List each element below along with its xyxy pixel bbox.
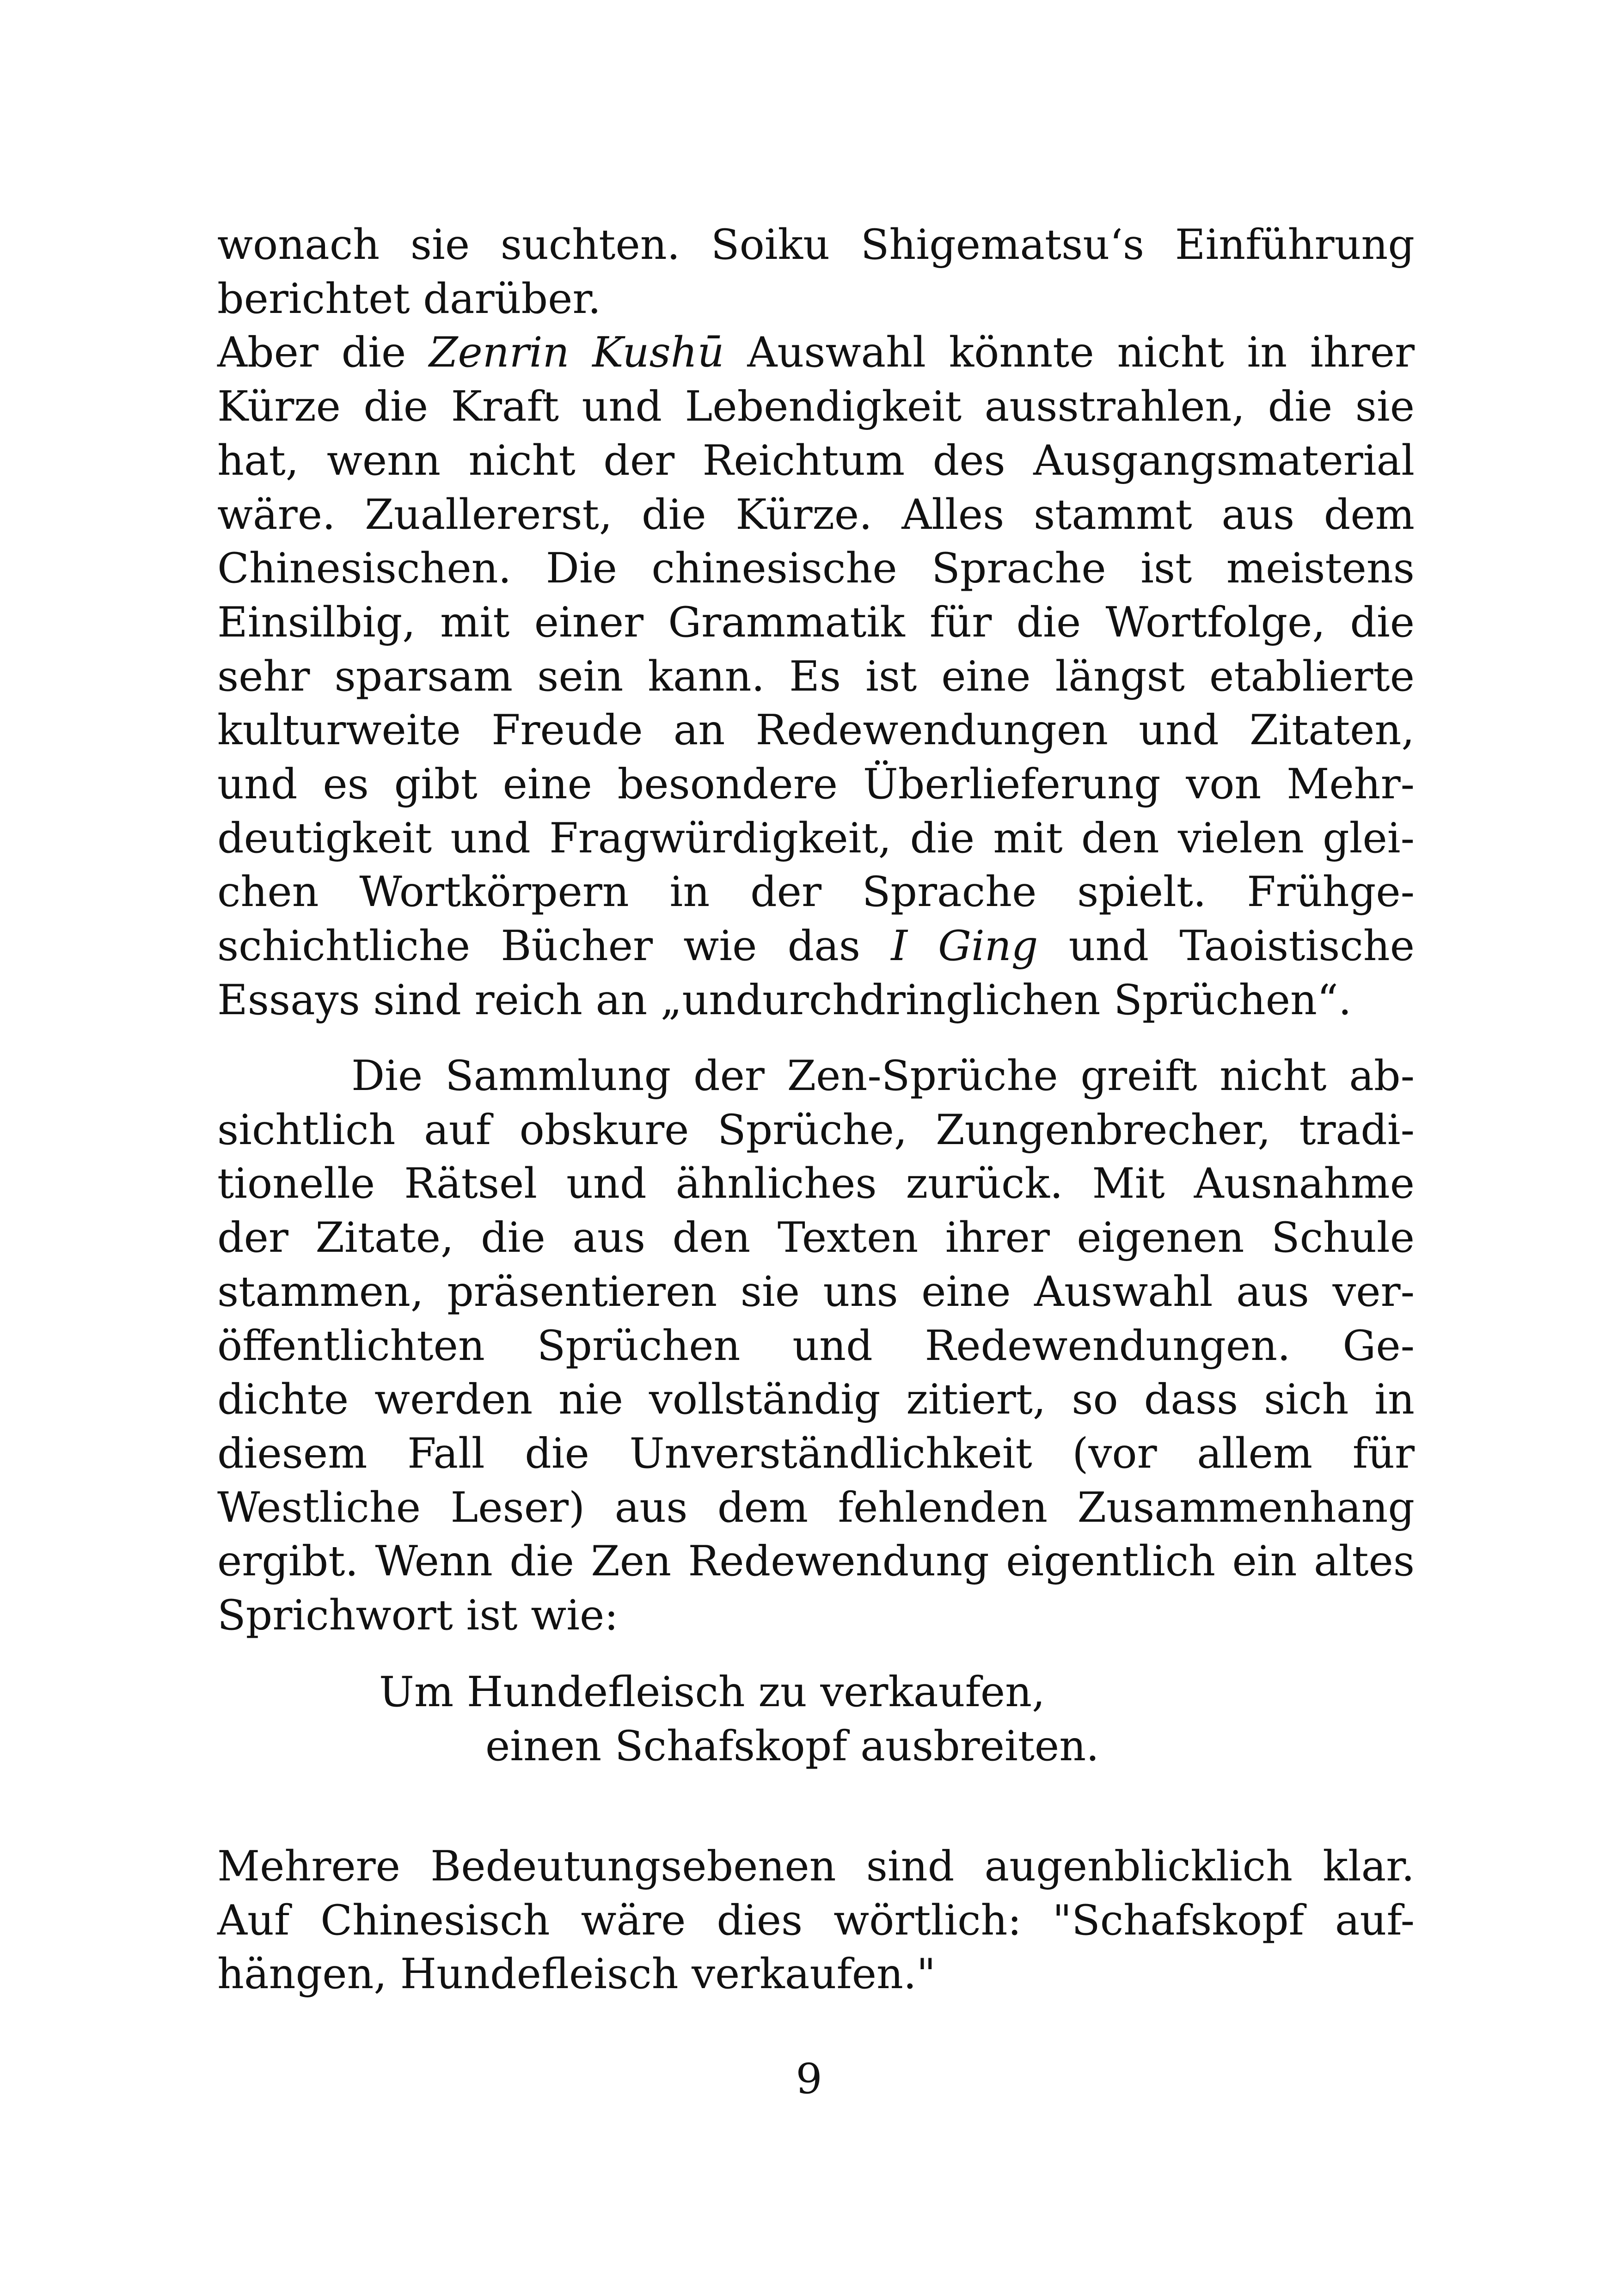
text-line: diesem Fall die Unverständlichkeit (vor allem für (217, 1429, 1415, 1478)
text-line: schichtliche Bücher wie das I Ging und Taoistische (217, 922, 1415, 971)
text-line: berichtet darüber. (217, 274, 601, 323)
text-line: und es gibt eine besondere Überlieferung von Mehr- (217, 760, 1415, 809)
text-line: stammen, präsentieren sie uns eine Auswahl aus ver- (217, 1267, 1415, 1316)
book-title: I Ging (891, 922, 1038, 971)
book-title: Zenrin Kushū (429, 328, 724, 377)
text-line: wonach sie suchten. Soiku Shigematsu‘s Einführung (217, 220, 1415, 269)
text-line: kulturweite Freude an Redewendungen und Zitaten, (217, 706, 1415, 755)
text-line: hängen, Hundefleisch verkaufen." (217, 1950, 936, 1999)
paragraph-meaning (217, 1840, 1415, 2002)
text-line: Aber die Zenrin Kushū Auswahl könnte nicht in ihrer (217, 328, 1415, 377)
text-line: hat, wenn nicht der Reichtum des Ausgangsmaterial (217, 436, 1415, 485)
page-number: 9 (796, 2055, 822, 2103)
text-line: ergibt. Wenn die Zen Redewendung eigentlich ein altes (217, 1537, 1415, 1586)
text-line: Sprichwort ist wie: (217, 1591, 619, 1640)
text-line: Mehrere Bedeutungsebenen sind augenblicklich klar. (217, 1842, 1415, 1891)
verse-line-2: einen Schafskopf ausbreiten. (485, 1722, 1099, 1770)
text-line: tionelle Rätsel und ähnliches zurück. Mit Ausnahme (217, 1159, 1415, 1208)
text-line: sichtlich auf obskure Sprüche, Zungenbrecher, tradi- (217, 1105, 1415, 1154)
text-line: chen Wortkörpern in der Sprache spielt. Frühge- (217, 868, 1415, 917)
text-line: sehr sparsam sein kann. Es ist eine längst etablierte (217, 652, 1415, 701)
text-line: Westliche Leser) aus dem fehlenden Zusammenhang (217, 1483, 1415, 1532)
paragraph-collection (217, 1049, 1415, 1643)
text-line: Auf Chinesisch wäre dies wörtlich: "Schafskopf auf- (217, 1896, 1415, 1945)
text-line: Essays sind reich an „undurchdringlichen Sprüchen“. (217, 975, 1352, 1024)
text-line: dichte werden nie vollständig zitiert, so dass sich in (217, 1375, 1415, 1424)
text-line: öffentlichten Sprüchen und Redewendungen. Ge- (217, 1321, 1415, 1370)
verse-line-1: Um Hundefleisch zu verkaufen, (379, 1668, 1045, 1716)
text-line: wäre. Zuallererst, die Kürze. Alles stammt aus dem (217, 490, 1415, 539)
text-line: Kürze die Kraft und Lebendigkeit ausstrahlen, die sie (217, 382, 1415, 431)
text-line: der Zitate, die aus den Texten ihrer eigenen Schule (217, 1213, 1415, 1262)
text-line: Chinesischen. Die chinesische Sprache ist meistens (217, 544, 1415, 593)
text-line: Die Sammlung der Zen-Sprüche greift nicht ab- (351, 1052, 1415, 1100)
paragraph-intro (217, 218, 1415, 1028)
text-line: deutigkeit und Fragwürdigkeit, die mit den vielen glei- (217, 814, 1415, 863)
text-line: Einsilbig, mit einer Grammatik für die Wortfolge, die (217, 598, 1415, 647)
